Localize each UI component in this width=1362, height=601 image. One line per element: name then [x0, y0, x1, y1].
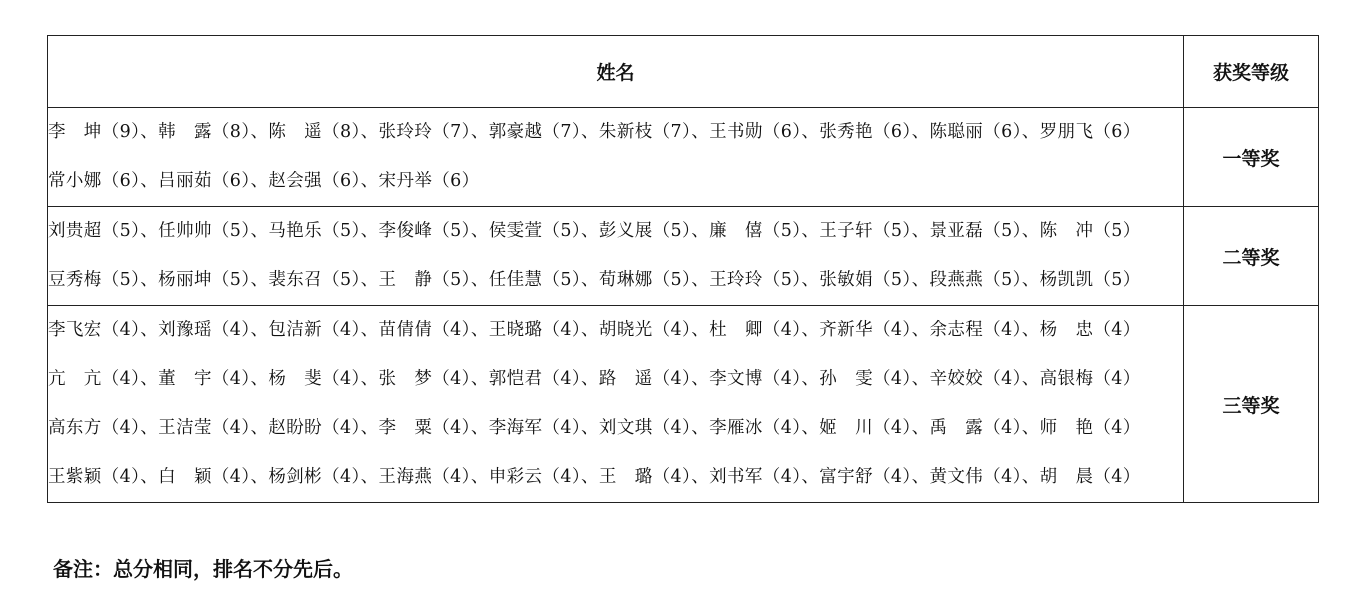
names-line: 豆秀梅（5）、杨丽坤（5）、裴东召（5）、王 静（5）、任佳慧（5）、荀琳娜（5）、王玲玲（5）、张敏娟（5）、段燕燕（5）、杨凯凯（5）	[48, 270, 1141, 290]
names-line: 常小娜（6）、吕丽茹（6）、赵会强（6）、宋丹举（6）	[48, 171, 480, 191]
award-row-second	[48, 207, 1319, 306]
award-level-second: 二等奖	[1184, 207, 1319, 306]
awards-table	[47, 35, 1319, 503]
names-line: 李飞宏（4）、刘豫瑶（4）、包洁新（4）、苗倩倩（4）、王晓璐（4）、胡晓光（4）、杜 卿（4）、齐新华（4）、余志程（4）、杨 忠（4）	[48, 320, 1141, 340]
remark-note: 备注：总分相同，排名不分先后。	[53, 557, 353, 581]
names-cell	[48, 108, 1184, 207]
names-cell	[48, 306, 1184, 503]
header-names: 姓名	[48, 36, 1184, 108]
header-row	[48, 36, 1319, 108]
names-line: 亢 亢（4）、董 宇（4）、杨 斐（4）、张 梦（4）、郭恺君（4）、路 遥（4）、李文博（4）、孙 雯（4）、辛姣姣（4）、高银梅（4）	[48, 369, 1141, 389]
award-row-first	[48, 108, 1319, 207]
names-line: 王紫颖（4）、白 颖（4）、杨剑彬（4）、王海燕（4）、申彩云（4）、王 璐（4）、刘书军（4）、富宇舒（4）、黄文伟（4）、胡 晨（4）	[48, 467, 1141, 487]
header-award-level: 获奖等级	[1184, 36, 1319, 108]
award-level-first: 一等奖	[1184, 108, 1319, 207]
award-level-third: 三等奖	[1184, 306, 1319, 503]
award-row-third	[48, 306, 1319, 503]
names-line: 高东方（4）、王洁莹（4）、赵盼盼（4）、李 粟（4）、李海军（4）、刘文琪（4）、李雁冰（4）、姬 川（4）、禹 露（4）、师 艳（4）	[48, 418, 1141, 438]
names-line: 李 坤（9）、韩 露（8）、陈 遥（8）、张玲玲（7）、郭豪越（7）、朱新枝（7）、王书勋（6）、张秀艳（6）、陈聪丽（6）、罗朋飞（6）	[48, 122, 1141, 142]
names-line: 刘贵超（5）、任帅帅（5）、马艳乐（5）、李俊峰（5）、侯雯萱（5）、彭义展（5）、廉 僖（5）、王子轩（5）、景亚磊（5）、陈 冲（5）	[48, 221, 1141, 241]
names-cell	[48, 207, 1184, 306]
